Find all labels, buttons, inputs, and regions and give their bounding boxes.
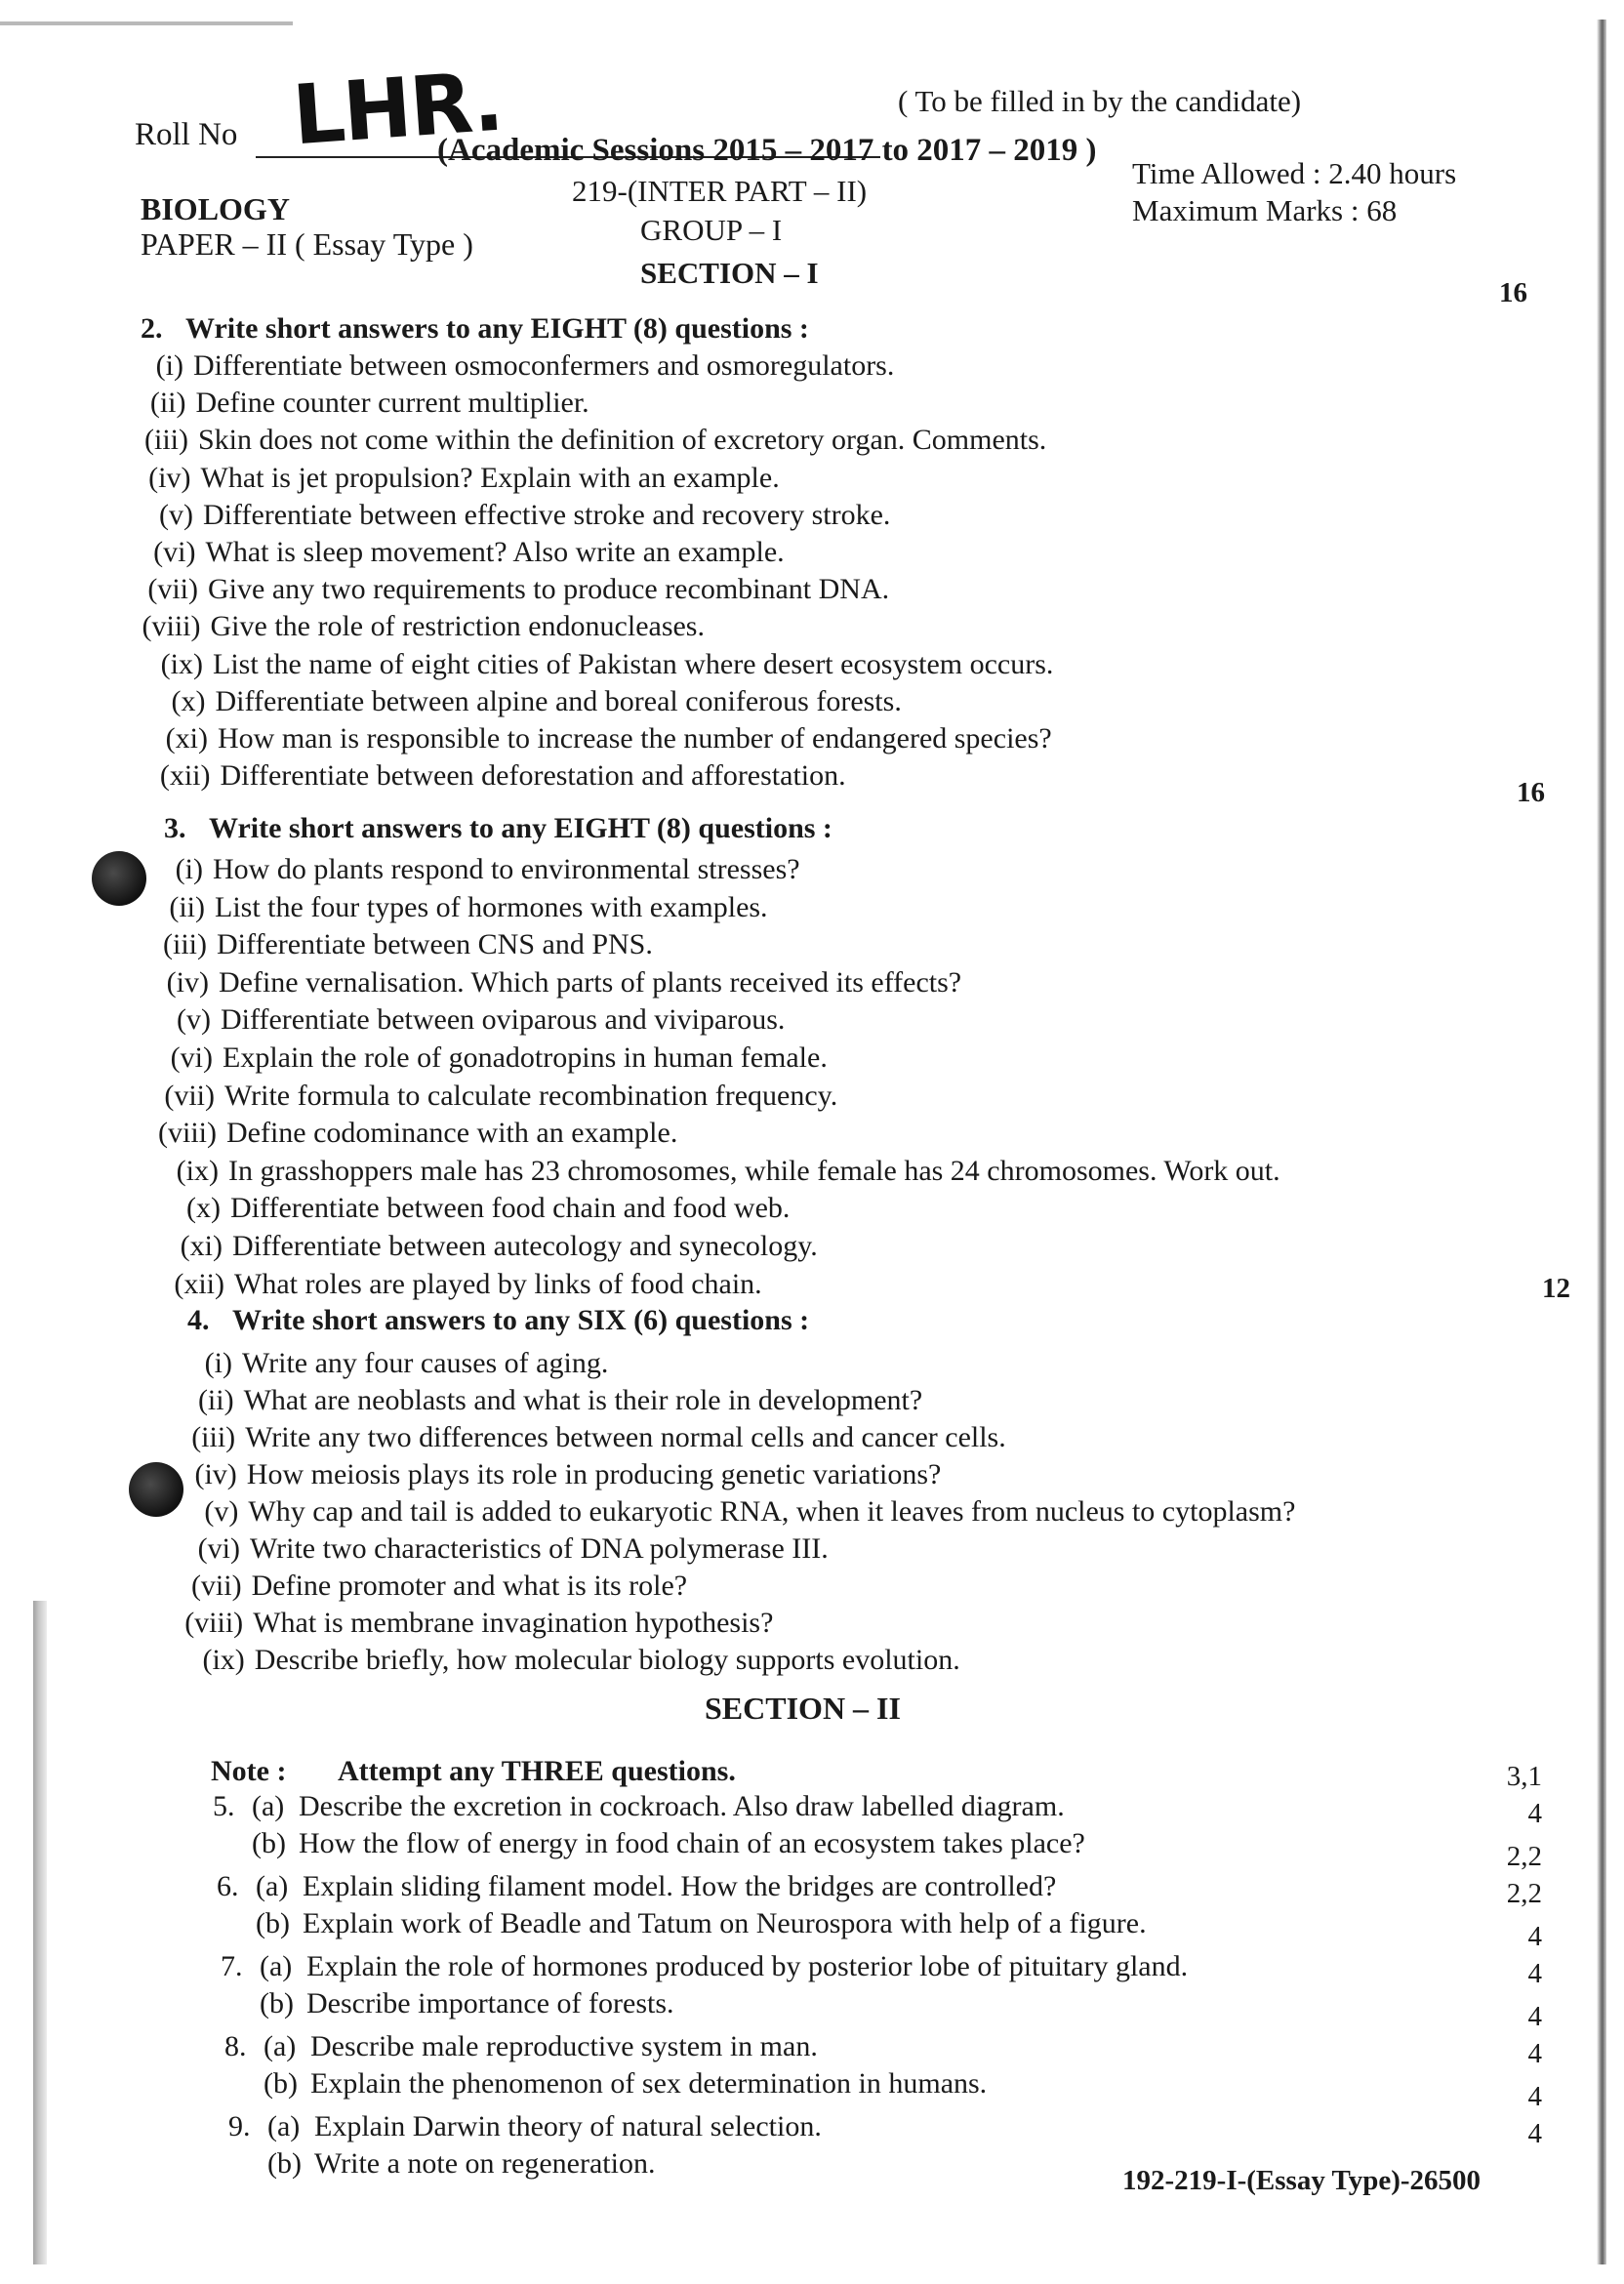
sub-question-text: How man is responsible to increase the number of endangered species? — [218, 722, 1052, 755]
sub-question-text: What are neoblasts and what is their role in development? — [243, 1384, 923, 1416]
sub-question-text: How do plants respond to environmental stresses? — [213, 853, 800, 885]
sub-question-text: Explain the role of gonadotropins in human female. — [223, 1041, 828, 1074]
sub-question — [150, 1080, 837, 1113]
section-1-title: SECTION – I — [640, 256, 819, 290]
sub-question-number: (vi) — [153, 536, 196, 568]
sub-question-number: (xi) — [180, 1230, 223, 1262]
essay-part-letter: (a) — [260, 1950, 293, 1982]
scan-edge-right — [1597, 20, 1606, 2264]
maximum-marks: Maximum Marks : 68 — [1132, 193, 1398, 227]
sub-question-text: Write formula to calculate recombination frequency. — [224, 1079, 838, 1112]
time-allowed: Time Allowed : 2.40 hours — [1132, 156, 1457, 190]
sub-question-text: Define counter current multiplier. — [195, 387, 589, 420]
section-note — [211, 1755, 736, 1788]
sub-question-text: Differentiate between osmoconfermers and osmoregulators. — [193, 349, 895, 382]
essay-part-letter: (b) — [256, 1907, 290, 1939]
essay-part-letter: (b) — [264, 2067, 298, 2100]
question-number: 2. — [141, 312, 163, 345]
subject-title: BIOLOGY — [141, 191, 290, 226]
sub-question-text: Define promoter and what is its role? — [251, 1570, 688, 1602]
sub-question — [144, 966, 961, 999]
sub-question-number: (iii) — [163, 928, 207, 961]
sub-question — [122, 387, 589, 420]
sub-question-number: (i) — [175, 853, 203, 885]
sub-question — [127, 462, 780, 495]
essay-part-letter: (b) — [267, 2147, 302, 2180]
essay-part-letter: (a) — [256, 1870, 289, 1902]
essay-part-marks: 4 — [1527, 2001, 1542, 2032]
sub-question — [174, 1495, 1295, 1529]
sub-question-text: Give any two requirements to produce recombinant DNA. — [208, 573, 890, 606]
sub-question — [124, 424, 1046, 457]
essay-part-letter: (a) — [264, 2030, 297, 2062]
sub-question-text: What is jet propulsion? Explain with an example. — [200, 461, 780, 494]
sub-question-number: (ii) — [169, 890, 205, 923]
sub-question — [148, 1041, 828, 1075]
sub-question — [152, 1117, 677, 1150]
essay-part-text: Write a note on regeneration. — [314, 2147, 656, 2180]
sub-question-number: (ii) — [149, 387, 186, 420]
essay-question-number: 6. — [217, 1870, 239, 1902]
sub-question-number: (v) — [177, 1003, 211, 1037]
sub-question-number: (x) — [186, 1192, 221, 1225]
sub-question-text: Differentiate between CNS and PNS. — [217, 928, 653, 961]
essay-part-text: Explain Darwin theory of natural selection. — [314, 2110, 822, 2142]
essay-question-part — [228, 2110, 822, 2143]
essay-question-part — [224, 2067, 987, 2100]
essay-part-text: Explain the phenomenon of sex determination in humans. — [310, 2067, 988, 2100]
sub-question — [181, 1644, 960, 1677]
sub-question-text: Define codominance with an example. — [226, 1117, 678, 1150]
essay-question-part — [213, 1790, 1065, 1823]
sub-question — [132, 536, 785, 569]
question-marks: 16 — [1499, 277, 1527, 308]
essay-question-part — [224, 2030, 818, 2063]
sub-question-text: Describe briefly, how molecular biology supports evolution. — [254, 1644, 960, 1676]
essay-part-marks: 4 — [1527, 1798, 1542, 1829]
sub-question-number: (ix) — [202, 1644, 245, 1676]
roll-number-handwritten: LHR. — [289, 53, 506, 164]
sub-question-number: (vii) — [190, 1570, 242, 1602]
sub-question-number: (vii) — [147, 573, 198, 606]
essay-part-letter: (b) — [252, 1827, 286, 1859]
sub-question — [142, 685, 902, 718]
essay-part-text: Describe importance of forests. — [306, 1987, 674, 2019]
sub-question — [139, 853, 800, 886]
sub-question-number: (ix) — [176, 1154, 219, 1187]
sub-question — [139, 648, 1053, 681]
sub-question-text: Write any four causes of aging. — [242, 1347, 609, 1379]
sub-question — [168, 1347, 608, 1380]
sub-question-number: (iii) — [144, 424, 188, 457]
sub-question-text: List the name of eight cities of Pakistan where desert ecosystem occurs. — [213, 647, 1054, 680]
sub-question — [171, 1421, 1006, 1454]
sub-question-number: (v) — [159, 498, 193, 531]
question-marks: 16 — [1517, 777, 1545, 808]
sub-question-number: (xii) — [159, 759, 211, 793]
essay-question-part — [221, 1987, 674, 2020]
paper-footer-code: 192-219-I-(Essay Type)-26500 — [1122, 2165, 1482, 2196]
question-number: 4. — [187, 1304, 210, 1336]
essay-part-marks: 3,1 — [1506, 1761, 1542, 1792]
sub-question-text: List the four types of hormones with examples. — [215, 890, 768, 923]
essay-part-marks: 2,2 — [1506, 1878, 1542, 1909]
sub-question-text: Give the role of restriction endonucleases. — [210, 610, 705, 643]
note-label: Note : — [211, 1755, 287, 1787]
question-heading-text: Write short answers to any SIX (6) questions : — [232, 1304, 810, 1336]
sub-question-text: What is membrane invagination hypothesis? — [253, 1607, 774, 1639]
fill-note: ( To be filled in by the candidate) — [898, 84, 1302, 118]
essay-question-number: 8. — [224, 2030, 247, 2062]
sub-question-number: (ix) — [160, 647, 203, 680]
sub-question-number: (iv) — [194, 1458, 237, 1490]
roll-number-label: Roll No — [135, 117, 238, 152]
sub-question — [173, 1458, 942, 1491]
sub-question — [119, 349, 894, 383]
sub-question — [146, 759, 846, 793]
sub-question — [142, 928, 653, 961]
sub-question-text: Skin does not come within the definition of excretory organ. Comments. — [198, 424, 1047, 457]
essay-part-marks: 4 — [1527, 1921, 1542, 1952]
question-heading-text: Write short answers to any EIGHT (8) questions : — [209, 812, 832, 844]
essay-part-text: Describe male reproductive system in man. — [310, 2030, 818, 2062]
sub-question-text: Differentiate between oviparous and viviparous. — [221, 1003, 786, 1037]
essay-part-text: How the flow of energy in food chain of an ecosystem takes place? — [299, 1827, 1085, 1859]
group-label: GROUP – I — [640, 213, 783, 247]
sub-question — [134, 573, 889, 606]
essay-question-part — [228, 2147, 655, 2181]
essay-part-text: Explain the role of hormones produced by posterior lobe of pituitary gland. — [306, 1950, 1189, 1982]
sub-question-number: (xii) — [174, 1267, 224, 1300]
sub-question — [160, 1268, 762, 1301]
sub-question — [143, 722, 1052, 755]
sub-question — [137, 610, 705, 643]
sub-question-number: (viii) — [158, 1117, 217, 1150]
essay-question-number: 7. — [221, 1950, 243, 1982]
sub-question-number: (x) — [171, 684, 206, 717]
sub-question-number: (v) — [204, 1495, 239, 1528]
sub-question-number: (i) — [155, 349, 183, 382]
sub-question-number: (i) — [204, 1347, 232, 1379]
sub-question-text: What is sleep movement? Also write an example. — [205, 536, 785, 568]
sub-question-number: (iv) — [148, 461, 191, 494]
essay-part-marks: 4 — [1527, 2081, 1542, 2112]
sub-question-text: How meiosis plays its role in producing genetic variations? — [246, 1458, 942, 1490]
sub-question — [170, 1384, 923, 1417]
essay-part-marks: 4 — [1527, 2038, 1542, 2069]
essay-question-number: 9. — [228, 2110, 251, 2142]
essay-part-letter: (a) — [252, 1790, 285, 1822]
sub-question-text: Differentiate between food chain and food web. — [230, 1192, 791, 1225]
question-heading — [141, 312, 809, 346]
sub-question-number: (iv) — [166, 965, 209, 999]
sub-question-number: (vi) — [170, 1041, 213, 1074]
essay-question-part — [213, 1827, 1085, 1860]
essay-question-number: 5. — [213, 1790, 235, 1822]
sub-question — [154, 1155, 1280, 1188]
question-heading — [187, 1304, 809, 1337]
sub-question — [158, 1230, 818, 1263]
sub-question-number: (vi) — [197, 1532, 240, 1565]
sub-question-number: (ii) — [197, 1384, 234, 1416]
section-2-title: SECTION – II — [705, 1691, 901, 1726]
question-heading — [164, 812, 832, 845]
sub-question-text: What roles are played by links of food chain. — [234, 1267, 762, 1300]
sub-question-text: In grasshoppers male has 23 chromosomes, while female has 24 chromosomes. Work out. — [228, 1154, 1280, 1187]
essay-part-text: Explain sliding filament model. How the bridges are controlled? — [303, 1870, 1057, 1902]
question-number: 3. — [164, 812, 186, 844]
sub-question-text: Why cap and tail is added to eukaryotic RNA, when it leaves from nucleus to cytoplasm? — [248, 1495, 1296, 1528]
essay-part-letter: (a) — [267, 2110, 301, 2142]
sub-question-text: Write any two differences between normal cells and cancer cells. — [245, 1421, 1006, 1453]
essay-question-part — [217, 1870, 1056, 1903]
paper-code: 219-(INTER PART – II) — [572, 174, 868, 208]
sub-question-text: Define vernalisation. Which parts of plants received its effects? — [219, 965, 962, 999]
essay-question-part — [221, 1950, 1188, 1983]
sub-question-number: (viii) — [184, 1607, 244, 1639]
essay-part-letter: (b) — [260, 1987, 294, 2019]
sub-question-text: Differentiate between deforestation and afforestation. — [220, 759, 846, 793]
paper-type: PAPER – II ( Essay Type ) — [141, 226, 473, 262]
sub-question-text: Differentiate between autecology and synecology. — [232, 1230, 818, 1262]
essay-part-text: Explain work of Beadle and Tatum on Neurospora with help of a figure. — [303, 1907, 1147, 1939]
essay-part-marks: 2,2 — [1506, 1841, 1542, 1872]
sub-question — [129, 499, 890, 532]
essay-part-marks: 4 — [1527, 1958, 1542, 1989]
sub-question — [146, 1003, 785, 1037]
sub-question-text: Differentiate between alpine and boreal coniferous forests. — [215, 684, 902, 717]
sub-question — [178, 1570, 688, 1603]
sub-question — [141, 891, 768, 924]
essay-part-text: Describe the excretion in cockroach. Also draw labelled diagram. — [299, 1790, 1065, 1822]
question-marks: 12 — [1542, 1273, 1570, 1304]
sub-question-text: Write two characteristics of DNA polymerase III. — [250, 1532, 829, 1565]
question-heading-text: Write short answers to any EIGHT (8) questions : — [185, 312, 809, 345]
sub-question-number: (xi) — [165, 722, 208, 755]
sub-question-text: Differentiate between effective stroke and recovery stroke. — [203, 498, 891, 531]
sub-question — [176, 1532, 829, 1566]
note-text: Attempt any THREE questions. — [338, 1755, 736, 1787]
sub-question — [156, 1192, 790, 1225]
sub-question-number: (iii) — [191, 1421, 236, 1453]
scan-edge-top — [0, 21, 293, 25]
essay-part-marks: 4 — [1527, 2118, 1542, 2149]
scan-edge-left — [33, 1601, 47, 2264]
academic-sessions: (Academic Sessions 2015 – 2017 to 2017 – 2019 ) — [437, 133, 1097, 168]
sub-question-number: (viii) — [142, 610, 201, 643]
sub-question — [179, 1607, 773, 1640]
essay-question-part — [217, 1907, 1147, 1940]
sub-question-number: (vii) — [164, 1079, 215, 1112]
